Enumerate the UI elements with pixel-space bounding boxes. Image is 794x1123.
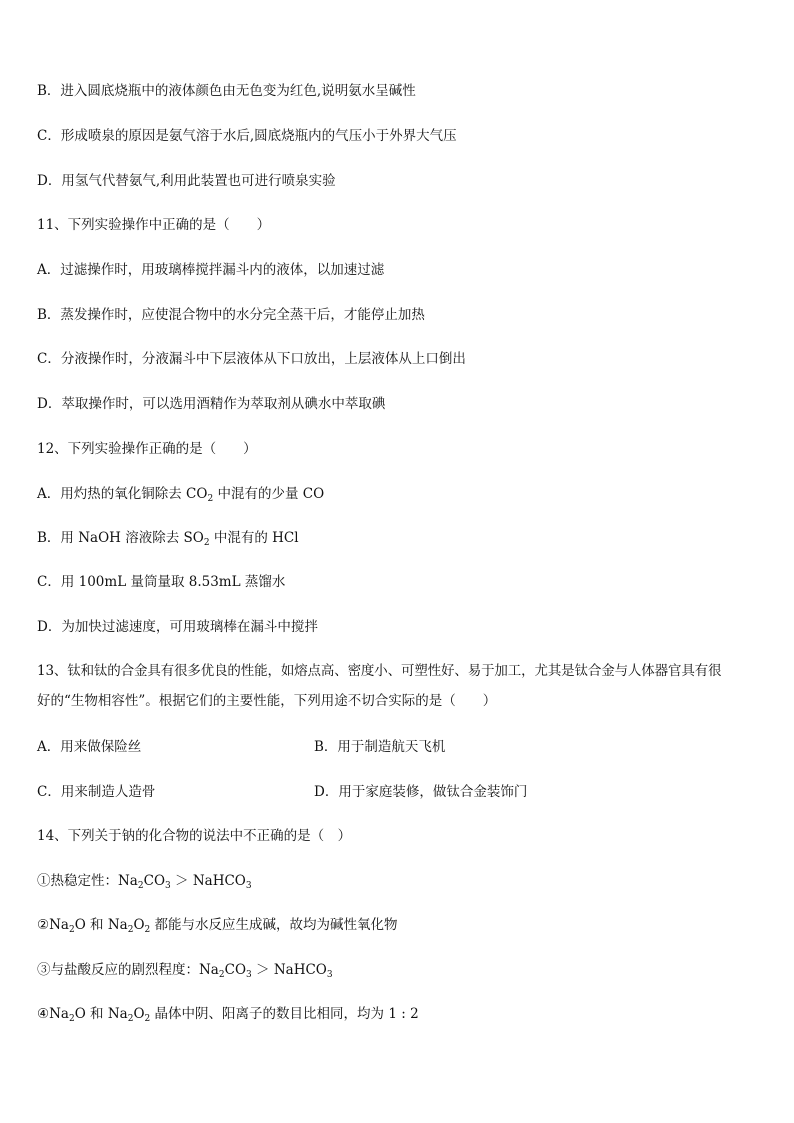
q14-stem: 14、下列关于钠的化合物的说法中不正确的是（ ） (37, 828, 352, 844)
s1-sub1: 2 (137, 881, 144, 891)
q13-option-d: D．用于家庭装修，做钛合金装饰门 (314, 784, 528, 800)
s1-post: ＞ NaHCO (170, 873, 246, 889)
q10-option-d: D．用氢气代替氨气,利用此装置也可进行喷泉实验 (37, 173, 336, 189)
q12-stem: 12、下列实验操作正确的是（ ） (37, 441, 257, 457)
s3-sub2: 3 (246, 970, 252, 980)
s3-post: ＞ NaHCO (251, 962, 327, 978)
s1-pre: ①热稳定性：Na (37, 873, 138, 889)
q13-option-c: C．用来制造人造骨 (37, 784, 156, 800)
q11-option-d: D．萃取操作时，可以选用酒精作为萃取剂从碘水中萃取碘 (37, 396, 386, 412)
s3-sub1: 2 (218, 970, 225, 980)
q13-stem-line1: 13、钛和钛的合金具有很多优良的性能，如熔点高、密度小、可塑性好、易于加工，尤其是钛合金与人体器官具有很 (37, 663, 722, 679)
s4-sub3: 2 (144, 1014, 151, 1024)
s2-sub2: 2 (127, 925, 134, 935)
q12-option-a (37, 485, 324, 503)
q12-option-b (37, 529, 299, 547)
s4-pre: ④Na (37, 1006, 69, 1022)
q11-option-c: C．分液操作时，分液漏斗中下层液体从下口放出，上层液体从上口倒出 (37, 351, 466, 367)
q12-b-post: 中混有的 HCl (209, 530, 299, 546)
q12-b-sub: 2 (203, 538, 210, 548)
q14-statement-2 (37, 916, 398, 934)
q13-stem-line2: 好的“生物相容性”。根据它们的主要性能，下列用途不切合实际的是（ ） (37, 693, 497, 709)
s1-sub2: 3 (165, 881, 171, 891)
q12-b-pre: B．用 NaOH 溶液除去 SO (37, 530, 204, 546)
q14-statement-3 (37, 961, 333, 979)
q10-option-b: B．进入圆底烧瓶中的液体颜色由无色变为红色,说明氨水呈碱性 (37, 83, 416, 99)
s3-pre: ③与盐酸反应的剧烈程度：Na (37, 962, 219, 978)
q12-a-sub: 2 (207, 494, 214, 504)
s3-sub3: 3 (326, 970, 333, 980)
q14-statement-1 (37, 872, 252, 890)
s2-sub3: 2 (144, 925, 151, 935)
q11-option-a: A．过滤操作时，用玻璃棒搅拌漏斗内的液体，以加速过滤 (37, 262, 385, 278)
s2-pre: ②Na (37, 917, 69, 933)
q12-a-pre: A．用灼热的氧化铜除去 CO (37, 486, 208, 502)
s2-mid2: O (133, 917, 145, 933)
s2-sub1: 2 (68, 925, 75, 935)
q12-option-d: D．为加快过滤速度，可用玻璃棒在漏斗中搅拌 (37, 619, 318, 635)
s2-mid1: O 和 Na (74, 917, 128, 933)
q12-option-c: C．用 100mL 量筒量取 8.53mL 蒸馏水 (37, 574, 286, 590)
s3-mid: CO (224, 962, 247, 978)
q14-statement-4 (37, 1005, 419, 1023)
s4-post: 晶体中阴、阳离子的数目比相同，均为 1 : 2 (150, 1006, 419, 1022)
s4-sub1: 2 (68, 1014, 75, 1024)
q12-a-post: 中混有的少量 CO (213, 486, 325, 502)
q13-option-b: B．用于制造航天飞机 (314, 739, 446, 755)
s1-mid: CO (143, 873, 166, 889)
s2-post: 都能与水反应生成碱，故均为碱性氧化物 (150, 917, 398, 933)
s4-mid1: O 和 Na (74, 1006, 128, 1022)
s4-sub2: 2 (127, 1014, 134, 1024)
s4-mid2: O (133, 1006, 145, 1022)
q13-option-a: A．用来做保险丝 (37, 739, 142, 755)
s1-sub3: 3 (245, 881, 252, 891)
q11-option-b: B．蒸发操作时，应使混合物中的水分完全蒸干后，才能停止加热 (37, 307, 425, 323)
q11-stem: 11、下列实验操作中正确的是（ ） (37, 217, 271, 233)
q10-option-c: C．形成喷泉的原因是氨气溶于水后,圆底烧瓶内的气压小于外界大气压 (37, 128, 457, 144)
